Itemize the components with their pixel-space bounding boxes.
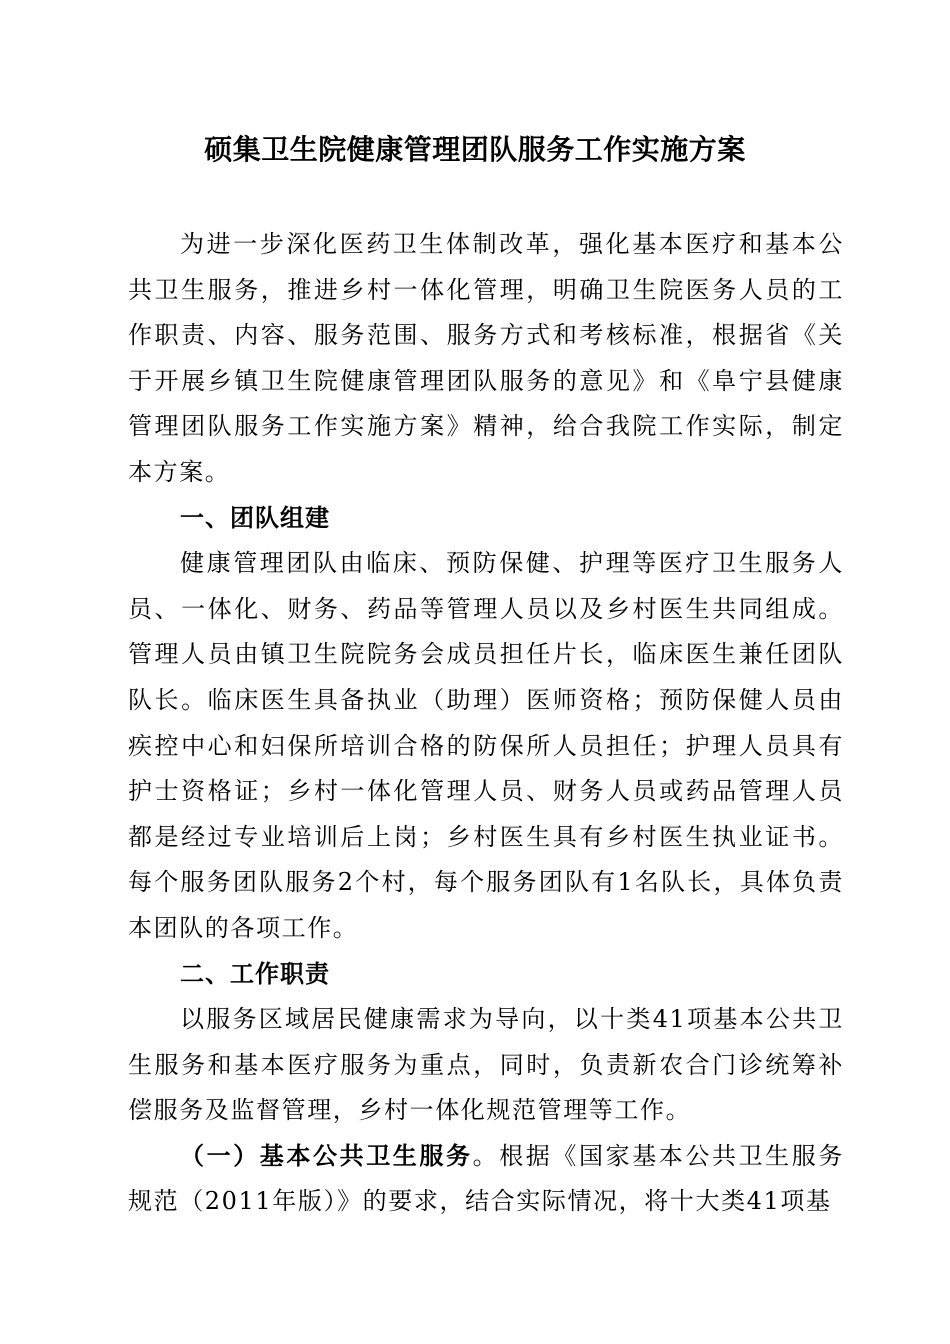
duties-paragraph: 以服务区域居民健康需求为导向，以十类41项基本公共卫生服务和基本医疗服务为重点，同时，负责新农合门诊统筹补偿服务及监督管理，乡村一体化规范管理等工作。: [128, 1005, 844, 1125]
section-heading-team: 一、团队组建: [180, 503, 330, 532]
public-health-paragraph: [128, 1134, 844, 1225]
section-heading-duties: 二、工作职责: [180, 959, 330, 988]
intro-paragraph: 为进一步深化医药卫生体制改革，强化基本医疗和基本公共卫生服务，推进乡村一体化管理，明确卫生院医务人员的工作职责、内容、服务范围、服务方式和考核标准，根据省《关于开展乡镇卫生院健康管理团队服务的意见》和《阜宁县健康管理团队服务工作实施方案》精神，给合我院工作实际，制定本方案。: [128, 230, 844, 486]
public-health-text: 。根据《国家基本公共卫生服务规范（2011年版）》的要求，结合实际情况，将十大类41项基: [128, 1141, 844, 1216]
document-title: 硕集卫生院健康管理团队服务工作实施方案: [204, 133, 746, 166]
team-paragraph: 健康管理团队由临床、预防保健、护理等医疗卫生服务人员、一体化、财务、药品等管理人员以及乡村医生共同组成。管理人员由镇卫生院院务会成员担任片长，临床医生兼任团队队长。临床医生具备执业（助理）医师资格；预防保健人员由疾控中心和妇保所培训合格的防保所人员担任；护理人员具有护士资格证；乡村一体化管理人员、财务人员或药品管理人员都是经过专业培训后上岗；乡村医生具有乡村医生执业证书。每个服务团队服务2个村，每个服务团队有1名队长，具体负责本团队的各项工作。: [128, 549, 844, 942]
public-health-lead: （一）基本公共卫生服务: [180, 1141, 473, 1170]
document-body: [128, 222, 844, 1225]
